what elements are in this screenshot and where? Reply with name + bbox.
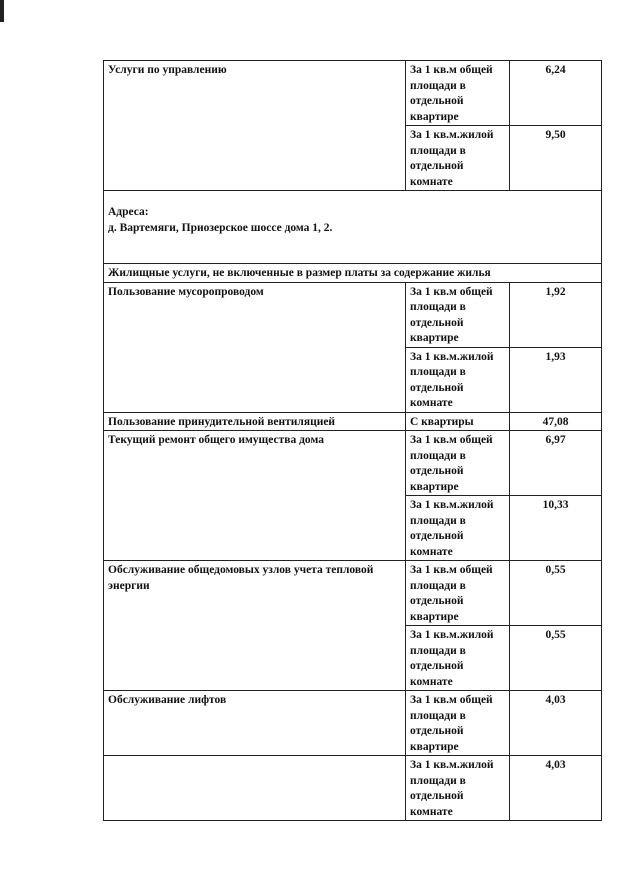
rate-value: 4,03 xyxy=(510,756,602,821)
service-name-cell-empty xyxy=(104,756,406,821)
service-name-cell xyxy=(104,61,406,191)
rate-value: 47,08 xyxy=(510,412,602,431)
address-row xyxy=(104,191,602,264)
unit-cell xyxy=(406,561,510,626)
service-name-cell xyxy=(104,561,406,691)
rate-unit: За 1 кв.м.жилой площади в отдельной комнате xyxy=(410,350,494,409)
rate-unit: За 1 кв.м общей площади в отдельной квартире xyxy=(410,694,493,753)
service-name-cell xyxy=(104,412,406,431)
rate-unit: За 1 кв.м общей площади в отдельной квартире xyxy=(410,64,493,123)
table-row xyxy=(104,61,602,126)
rate-unit: С квартиры xyxy=(410,415,474,428)
unit-cell xyxy=(406,412,510,431)
section-header-row xyxy=(104,264,602,283)
address-cell xyxy=(104,191,602,264)
unit-cell xyxy=(406,691,510,756)
rate-value: 1,93 xyxy=(510,347,602,412)
rate-value: 0,55 xyxy=(510,626,602,691)
service-name: Услуги по управлению xyxy=(108,64,227,76)
unit-cell xyxy=(406,61,510,126)
service-name: Обслуживание общедомовых узлов учета тепловой энергии xyxy=(108,564,374,592)
service-name-cell xyxy=(104,691,406,756)
table-row xyxy=(104,691,602,756)
unit-cell xyxy=(406,347,510,412)
rate-value: 4,03 xyxy=(510,691,602,756)
rate-unit: За 1 кв.м общей площади в отдельной квартире xyxy=(410,434,493,493)
unit-cell xyxy=(406,126,510,191)
rate-value: 6,97 xyxy=(510,431,602,496)
address-text: д. Вартемяги, Приозерское шоссе дома 1, 2. xyxy=(108,221,333,234)
rate-unit: За 1 кв.м.жилой площади в отдельной комнате xyxy=(410,129,494,188)
service-name: Текущий ремонт общего имущества дома xyxy=(108,434,324,446)
service-name: Обслуживание лифтов xyxy=(108,694,227,706)
table-row xyxy=(104,282,602,347)
unit-cell xyxy=(406,756,510,821)
section-header: Жилищные услуги, не включенные в размер платы за содержание жилья xyxy=(104,264,602,283)
scan-edge-mark xyxy=(0,0,4,22)
rate-value: 10,33 xyxy=(510,496,602,561)
unit-cell xyxy=(406,431,510,496)
service-name: Пользование мусоропроводом xyxy=(108,285,264,298)
rate-value: 0,55 xyxy=(510,561,602,626)
rate-unit: За 1 кв.м общей площади в отдельной квартире xyxy=(410,285,493,344)
unit-cell xyxy=(406,282,510,347)
address-label: Адреса: xyxy=(108,206,149,218)
table-row xyxy=(104,561,602,626)
table-row xyxy=(104,431,602,496)
rate-value: 1,92 xyxy=(510,282,602,347)
service-name-cell xyxy=(104,282,406,412)
tariff-table xyxy=(103,60,602,821)
rate-value: 9,50 xyxy=(510,126,602,191)
table-row xyxy=(104,756,602,821)
service-name: Пользование принудительной вентиляцией xyxy=(108,415,336,428)
unit-cell xyxy=(406,626,510,691)
tariff-document xyxy=(103,60,601,821)
rate-unit: За 1 кв.м.жилой площади в отдельной комнате xyxy=(410,629,494,688)
unit-cell xyxy=(406,496,510,561)
rate-value: 6,24 xyxy=(510,61,602,126)
table-row xyxy=(104,412,602,431)
rate-unit: За 1 кв.м общей площади в отдельной квартире xyxy=(410,564,493,623)
rate-unit: За 1 кв.м.жилой площади в отдельной комнате xyxy=(410,499,494,558)
rate-unit: За 1 кв.м.жилой площади в отдельной комнате xyxy=(410,759,494,818)
service-name-cell xyxy=(104,431,406,561)
